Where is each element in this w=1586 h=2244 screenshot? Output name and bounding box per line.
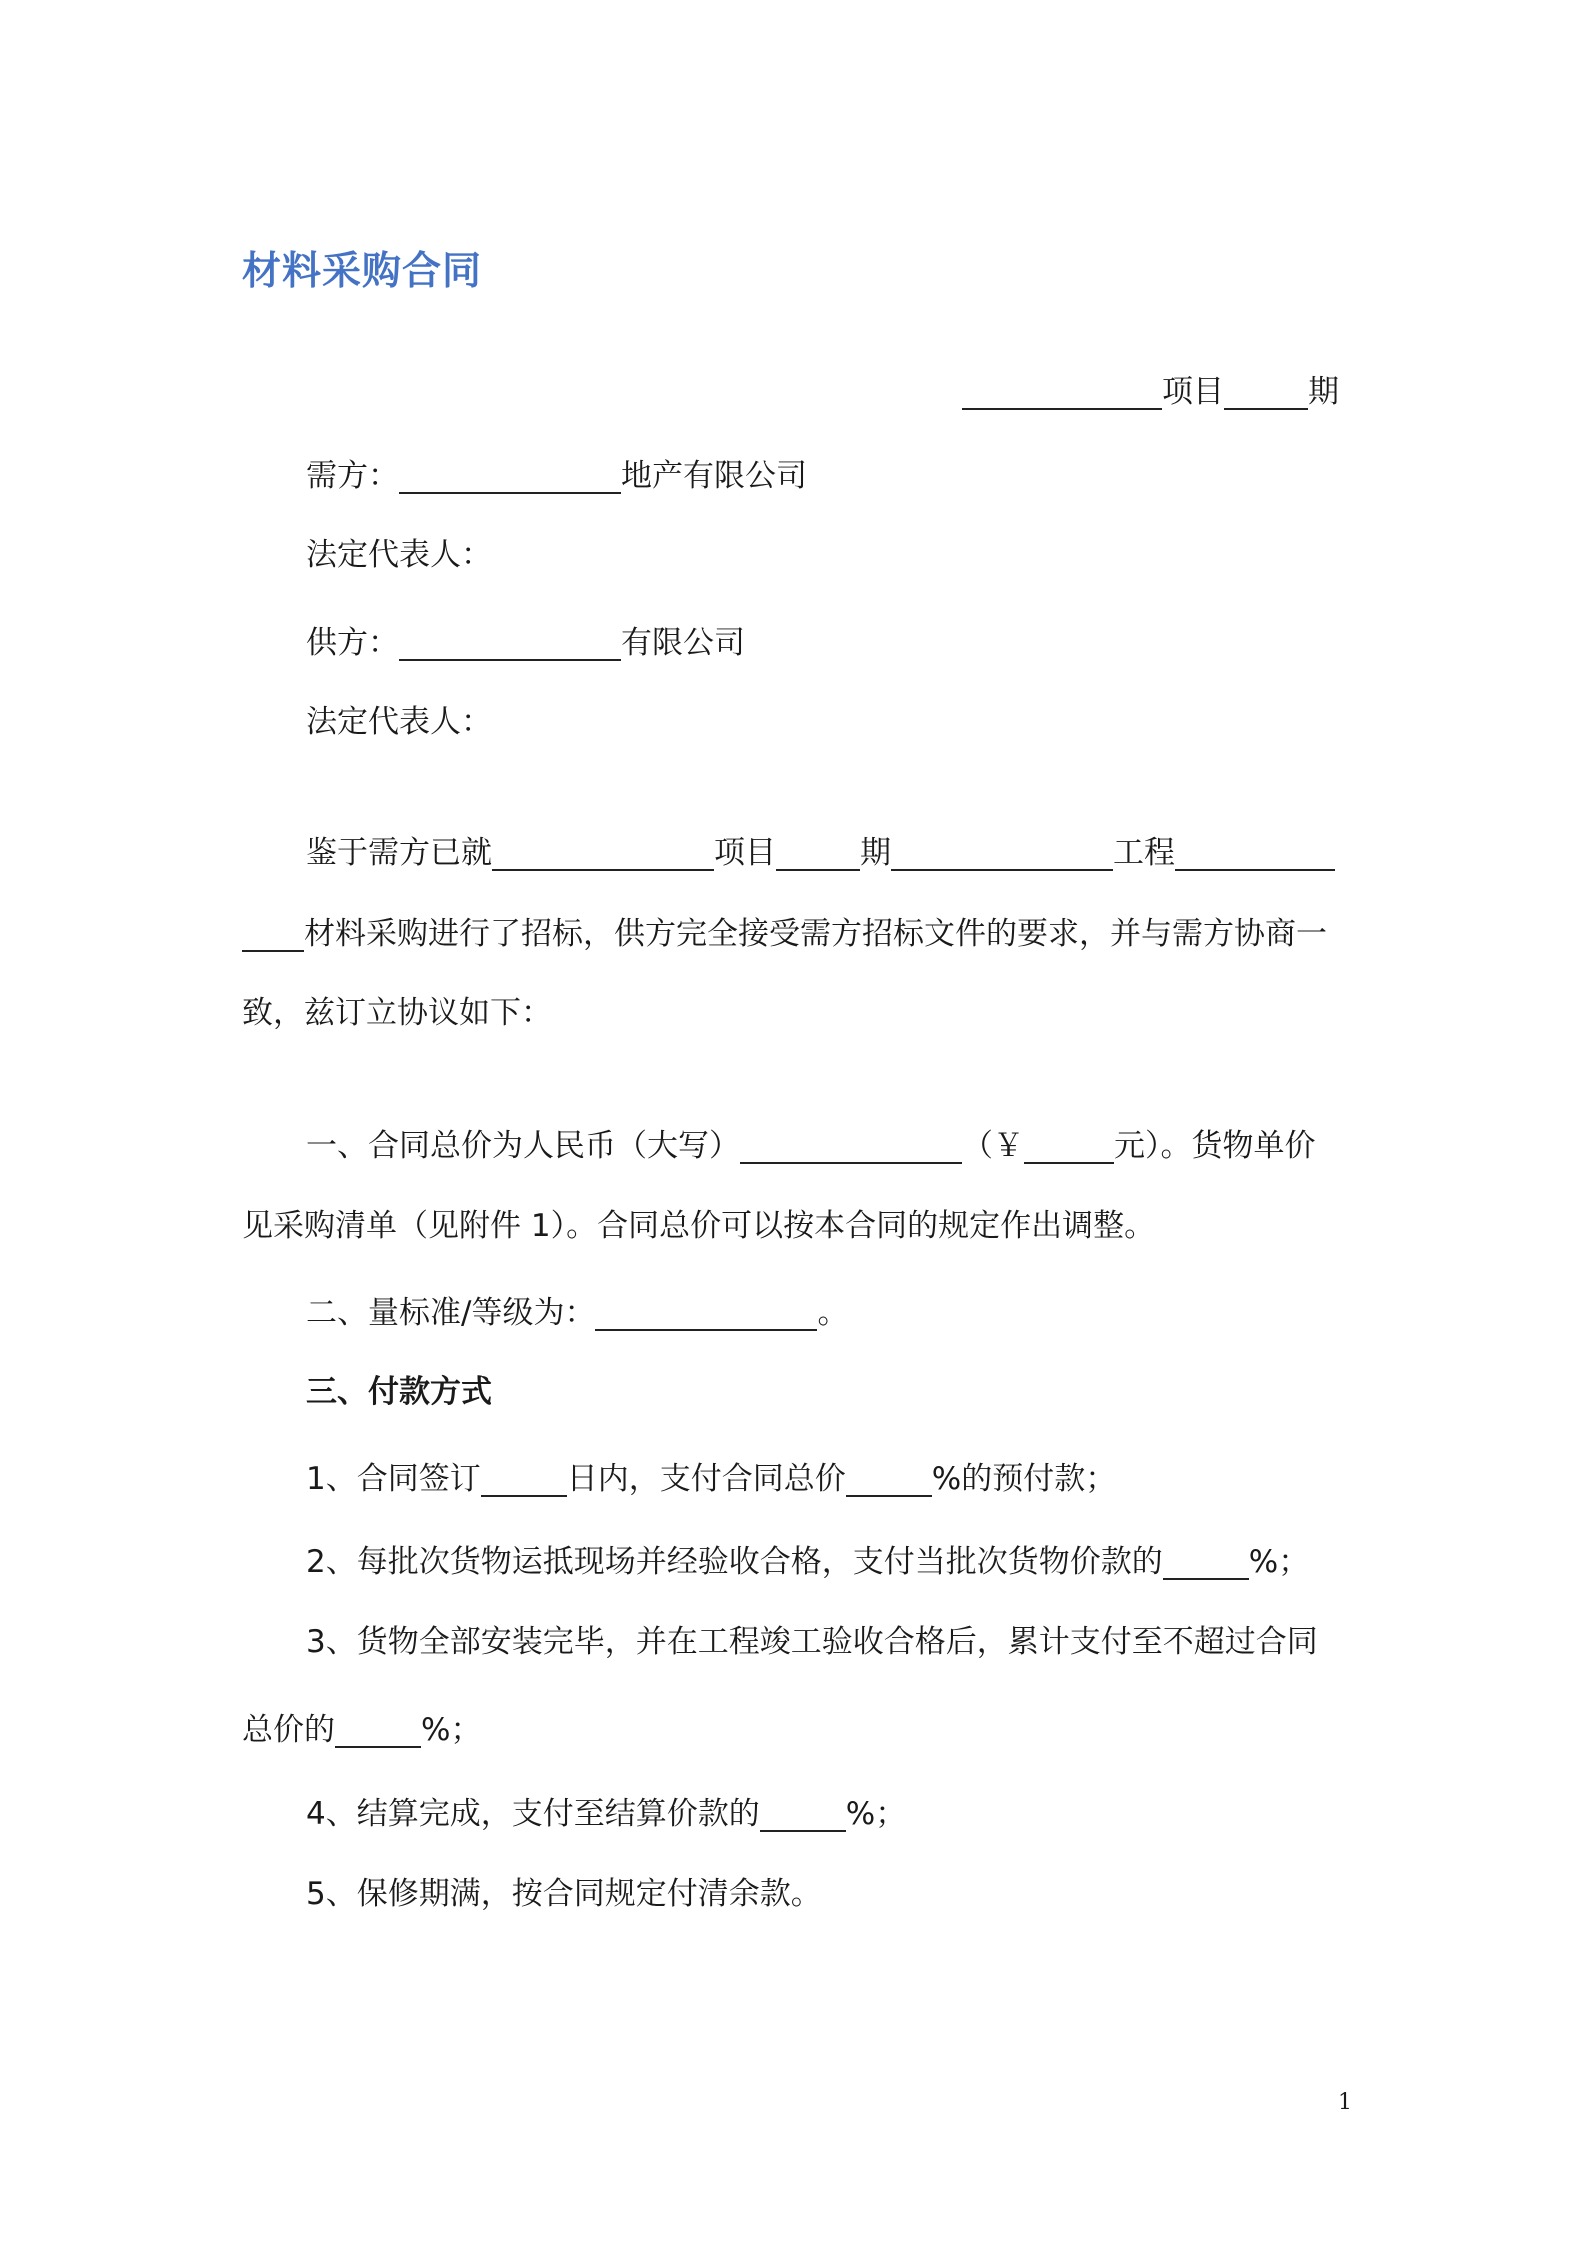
blank-buyer-name[interactable] <box>399 458 621 494</box>
blank-seller-name[interactable] <box>399 625 621 661</box>
blank-prepay-percent[interactable] <box>846 1461 932 1497</box>
blank-phase[interactable] <box>1224 374 1308 410</box>
payment-item-2: 2、每批次货物运抵现场并经验收合格，支付当批次货物价款的 %； <box>306 1544 1310 1580</box>
blank-settlement-percent[interactable] <box>760 1796 846 1832</box>
seller-line: 供方： 有限公司 <box>306 625 745 661</box>
document-title: 材料采购合同 <box>242 249 483 294</box>
blank-intro-project[interactable] <box>492 835 714 871</box>
buyer-rep-line: 法定代表人： <box>306 537 492 573</box>
blank-completion-percent[interactable] <box>335 1712 421 1748</box>
blank-intro-material[interactable] <box>1175 835 1335 871</box>
blank-days[interactable] <box>481 1461 567 1497</box>
clause1-line-1: 一、合同总价为人民币（大写） （￥ 元）。货物单价 <box>306 1128 1316 1164</box>
header-project-line: 项目 期 <box>962 372 1339 412</box>
payment-item-1: 1、合同签订 日内，支付合同总价 %的预付款； <box>306 1461 1117 1497</box>
blank-batch-percent[interactable] <box>1163 1544 1249 1580</box>
blank-intro-engineering[interactable] <box>891 835 1113 871</box>
intro-line-3: 致，兹订立协议如下： <box>242 995 552 1031</box>
intro-line-1: 鉴于需方已就 项目 期 工程 <box>306 833 1335 873</box>
blank-intro-material-cont[interactable] <box>242 916 304 952</box>
blank-project-name[interactable] <box>962 374 1162 410</box>
intro-line-2: 材料采购进行了招标，供方完全接受需方招标文件的要求，并与需方协商一 <box>242 914 1327 954</box>
payment-item-4: 4、结算完成，支付至结算价款的 %； <box>306 1796 907 1832</box>
clause3-heading: 三、付款方式 <box>306 1374 492 1410</box>
blank-total-number[interactable] <box>1024 1128 1114 1164</box>
payment-item-3: 3、货物全部安装完毕，并在工程竣工验收合格后，累计支付至不超过合同 <box>306 1624 1318 1660</box>
blank-quality-grade[interactable] <box>595 1295 817 1331</box>
seller-rep-line: 法定代表人： <box>306 704 492 740</box>
blank-intro-phase[interactable] <box>776 835 860 871</box>
clause1-line-2: 见采购清单（见附件 1）。合同总价可以按本合同的规定作出调整。 <box>242 1208 1156 1244</box>
blank-total-uppercase[interactable] <box>740 1128 962 1164</box>
clause2-line: 二、量标准/等级为： 。 <box>306 1295 849 1331</box>
buyer-line: 需方： 地产有限公司 <box>306 458 807 494</box>
payment-item-3-cont: 总价的 %； <box>242 1712 482 1748</box>
page-number: 1 <box>1338 2090 1352 2115</box>
payment-item-5: 5、保修期满，按合同规定付清余款。 <box>306 1876 822 1912</box>
